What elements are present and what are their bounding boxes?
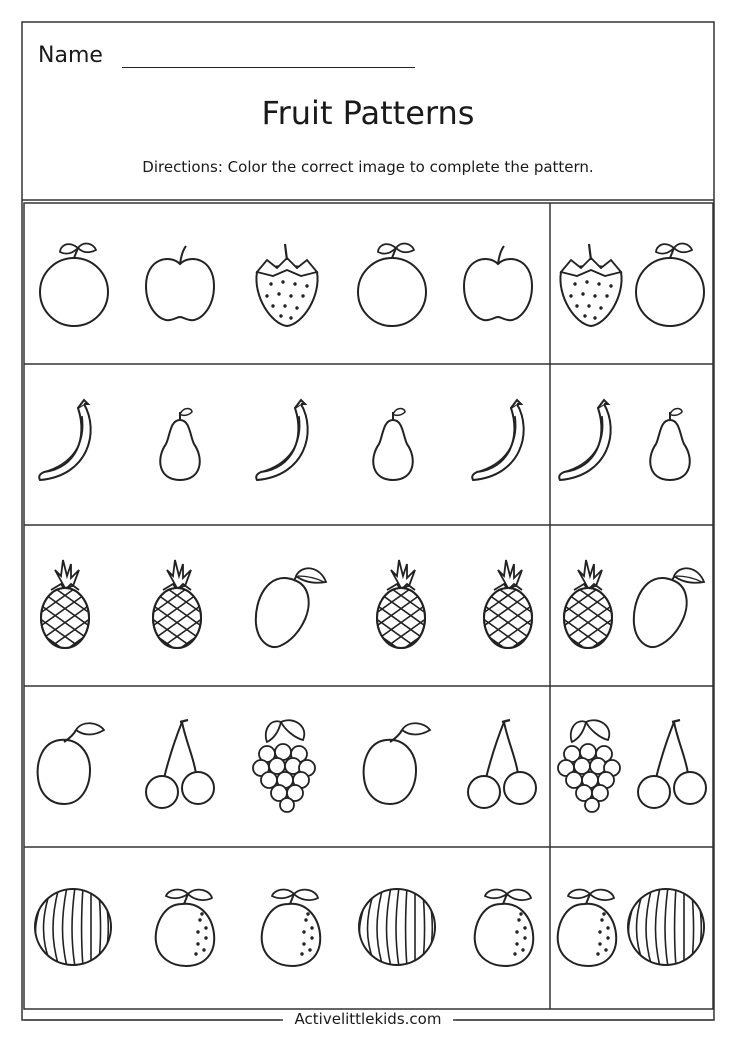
pineapple-icon <box>468 560 548 672</box>
guava-icon <box>262 890 321 966</box>
apple-icon <box>464 246 532 320</box>
apricot-icon <box>364 723 430 804</box>
name-label: Name <box>38 43 103 68</box>
strawberry-icon <box>256 244 317 326</box>
watermelon-icon <box>35 887 111 967</box>
banana-icon <box>39 400 90 480</box>
banana-icon <box>472 400 523 480</box>
guava-icon <box>475 890 534 966</box>
name-field[interactable] <box>122 67 415 68</box>
watermelon-icon <box>359 887 435 967</box>
choice-strawberry-icon[interactable] <box>560 244 621 326</box>
pineapple-icon <box>25 560 105 672</box>
orange-icon <box>40 244 108 326</box>
pattern-row-1 <box>40 244 704 326</box>
choice-guava-icon[interactable] <box>558 890 617 966</box>
apple-icon <box>146 246 214 320</box>
choice-banana-icon[interactable] <box>559 400 610 480</box>
footer-site-link[interactable]: Activelittlekids.com <box>283 1010 454 1028</box>
directions-text: Directions: Color the correct image to complete the pattern. <box>142 158 594 176</box>
pear-icon <box>160 409 200 481</box>
pineapple-icon <box>361 560 441 672</box>
grapes-icon <box>253 720 315 812</box>
pattern-row-3 <box>25 560 704 672</box>
orange-icon <box>358 244 426 326</box>
cherry-icon <box>146 720 214 808</box>
cherry-icon <box>468 720 536 808</box>
banana-icon <box>256 400 307 480</box>
choice-pear-icon[interactable] <box>650 409 690 481</box>
choice-watermelon-icon[interactable] <box>628 887 704 967</box>
choice-cherry-icon[interactable] <box>638 720 706 808</box>
guava-icon <box>156 890 215 966</box>
pattern-row-2 <box>39 400 690 480</box>
pattern-row-4 <box>38 720 706 812</box>
pear-icon <box>373 409 413 481</box>
choice-pineapple-icon[interactable] <box>548 560 628 672</box>
choice-mango-icon[interactable] <box>634 568 704 647</box>
page-title: Fruit Patterns <box>261 94 475 132</box>
pineapple-icon <box>137 560 217 672</box>
choice-orange-icon[interactable] <box>636 244 704 326</box>
footer <box>0 1010 736 1028</box>
pattern-row-5 <box>35 887 704 967</box>
apricot-icon <box>38 723 104 804</box>
choice-grapes-icon[interactable] <box>558 720 620 812</box>
mango-icon <box>256 568 326 647</box>
